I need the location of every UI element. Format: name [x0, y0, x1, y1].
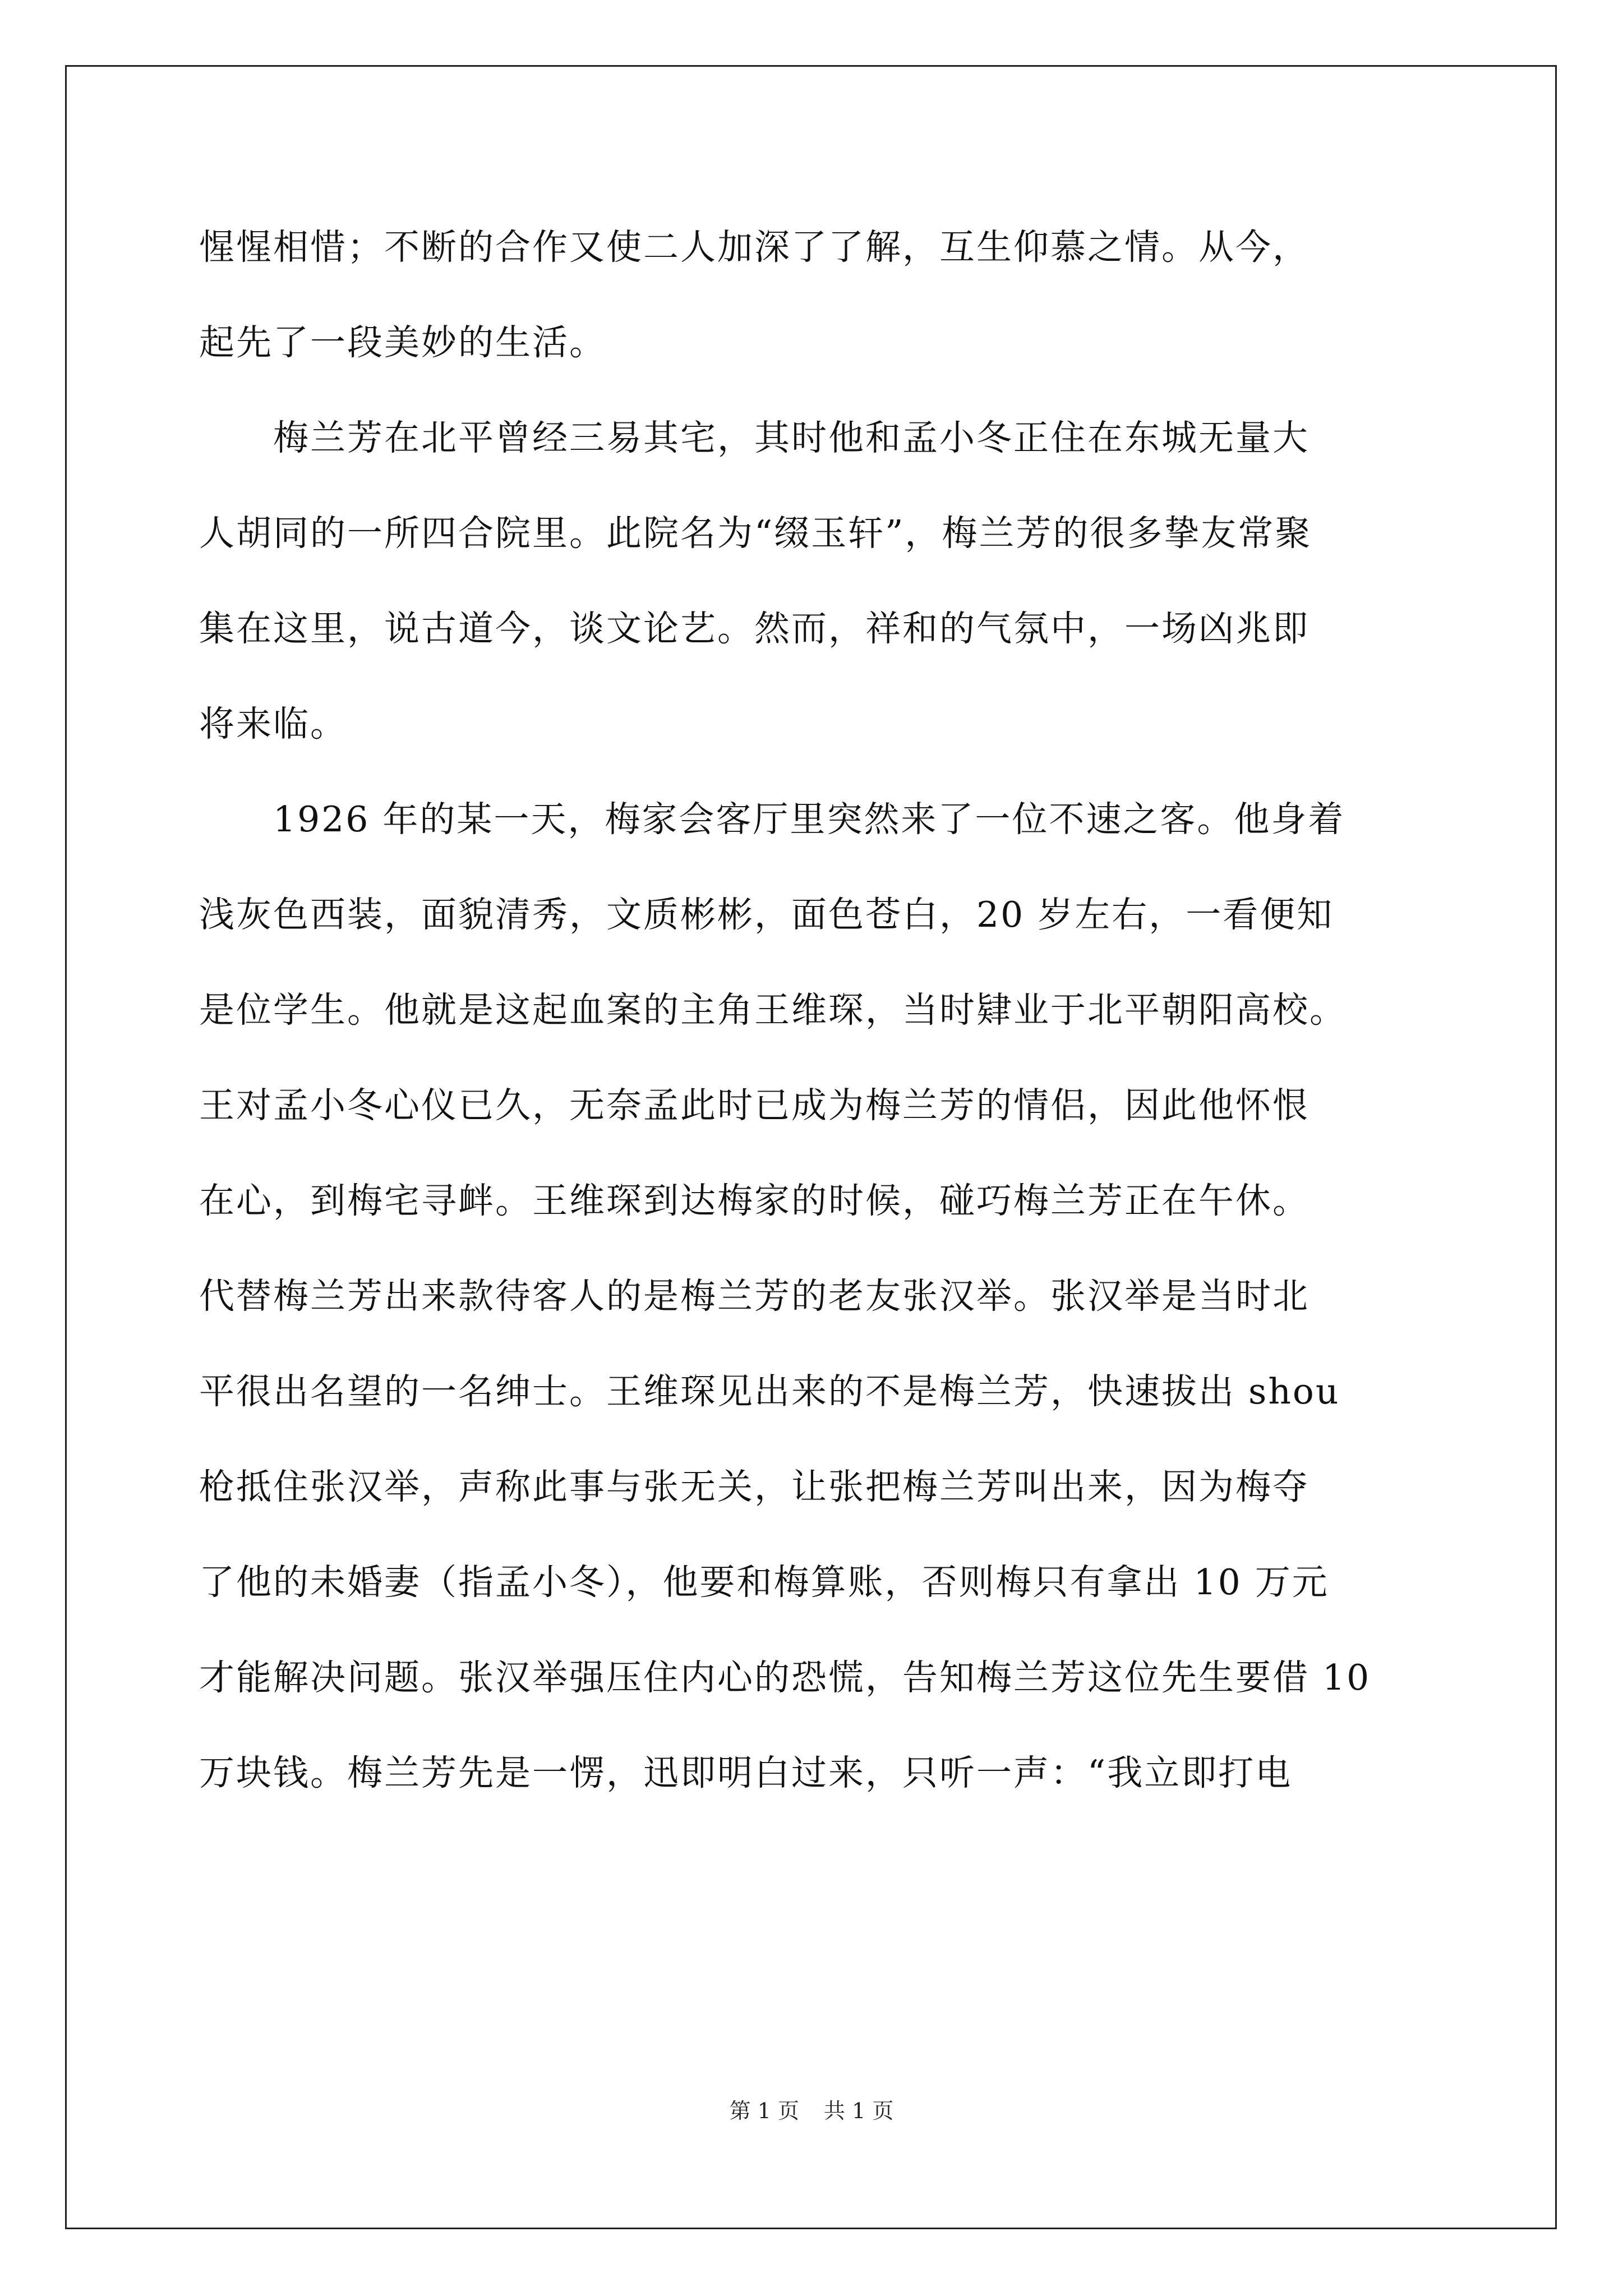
text-line: 惺惺相惜；不断的合作又使二人加深了了解，互生仰慕之情。从今， — [199, 227, 1310, 268]
text-line: 枪抵住张汉举，声称此事与张无关，让张把梅兰芳叫出来，因为梅夺 — [199, 1466, 1310, 1507]
text-line: 王对孟小冬心仪已久，无奈孟此时已成为梅兰芳的情侣，因此他怀恨 — [199, 1085, 1310, 1126]
text-line: 将来临。 — [199, 703, 347, 744]
text-line: 是位学生。他就是这起血案的主角王维琛，当时肄业于北平朝阳高校。 — [199, 990, 1347, 1030]
text-line: 梅兰芳在北平曾经三易其宅，其时他和孟小冬正住在东城无量大 — [199, 417, 1310, 458]
text-line: 代替梅兰芳出来款待客人的是梅兰芳的老友张汉举。张汉举是当时北 — [199, 1276, 1310, 1317]
text-line: 万块钱。梅兰芳先是一愣，迅即明白过来，只听一声：“我立即打电 — [199, 1752, 1293, 1793]
text-line: 浅灰色西装，面貌清秀，文质彬彬，面色苍白，20 岁左右，一看便知 — [199, 894, 1334, 935]
text-line: 集在这里，说古道今，谈文论艺。然而，祥和的气氛中，一场凶兆即 — [199, 608, 1310, 649]
text-line: 在心，到梅宅寻衅。王维琛到达梅家的时候，碰巧梅兰芳正在午休。 — [199, 1180, 1310, 1221]
page-border — [65, 65, 1557, 2229]
text-line: 起先了一段美妙的生活。 — [199, 322, 606, 363]
page-total: 共 1 页 — [824, 2099, 894, 2123]
text-line: 1926 年的某一天，梅家会客厅里突然来了一位不速之客。他身着 — [199, 799, 1345, 840]
page-footer — [0, 2097, 1623, 2125]
text-line: 才能解决问题。张汉举强压住内心的恐慌，告知梅兰芳这位先生要借 10 — [199, 1657, 1371, 1698]
text-line: 了他的未婚妻（指孟小冬），他要和梅算账，否则梅只有拿出 10 万元 — [199, 1562, 1329, 1603]
text-line: 平很出名望的一名绅士。王维琛见出来的不是梅兰芳，快速拔出 shou — [199, 1371, 1340, 1412]
text-line: 人胡同的一所四合院里。此院名为“缀玉轩”，梅兰芳的很多挚友常聚 — [199, 513, 1312, 554]
page-number: 第 1 页 — [729, 2099, 799, 2123]
